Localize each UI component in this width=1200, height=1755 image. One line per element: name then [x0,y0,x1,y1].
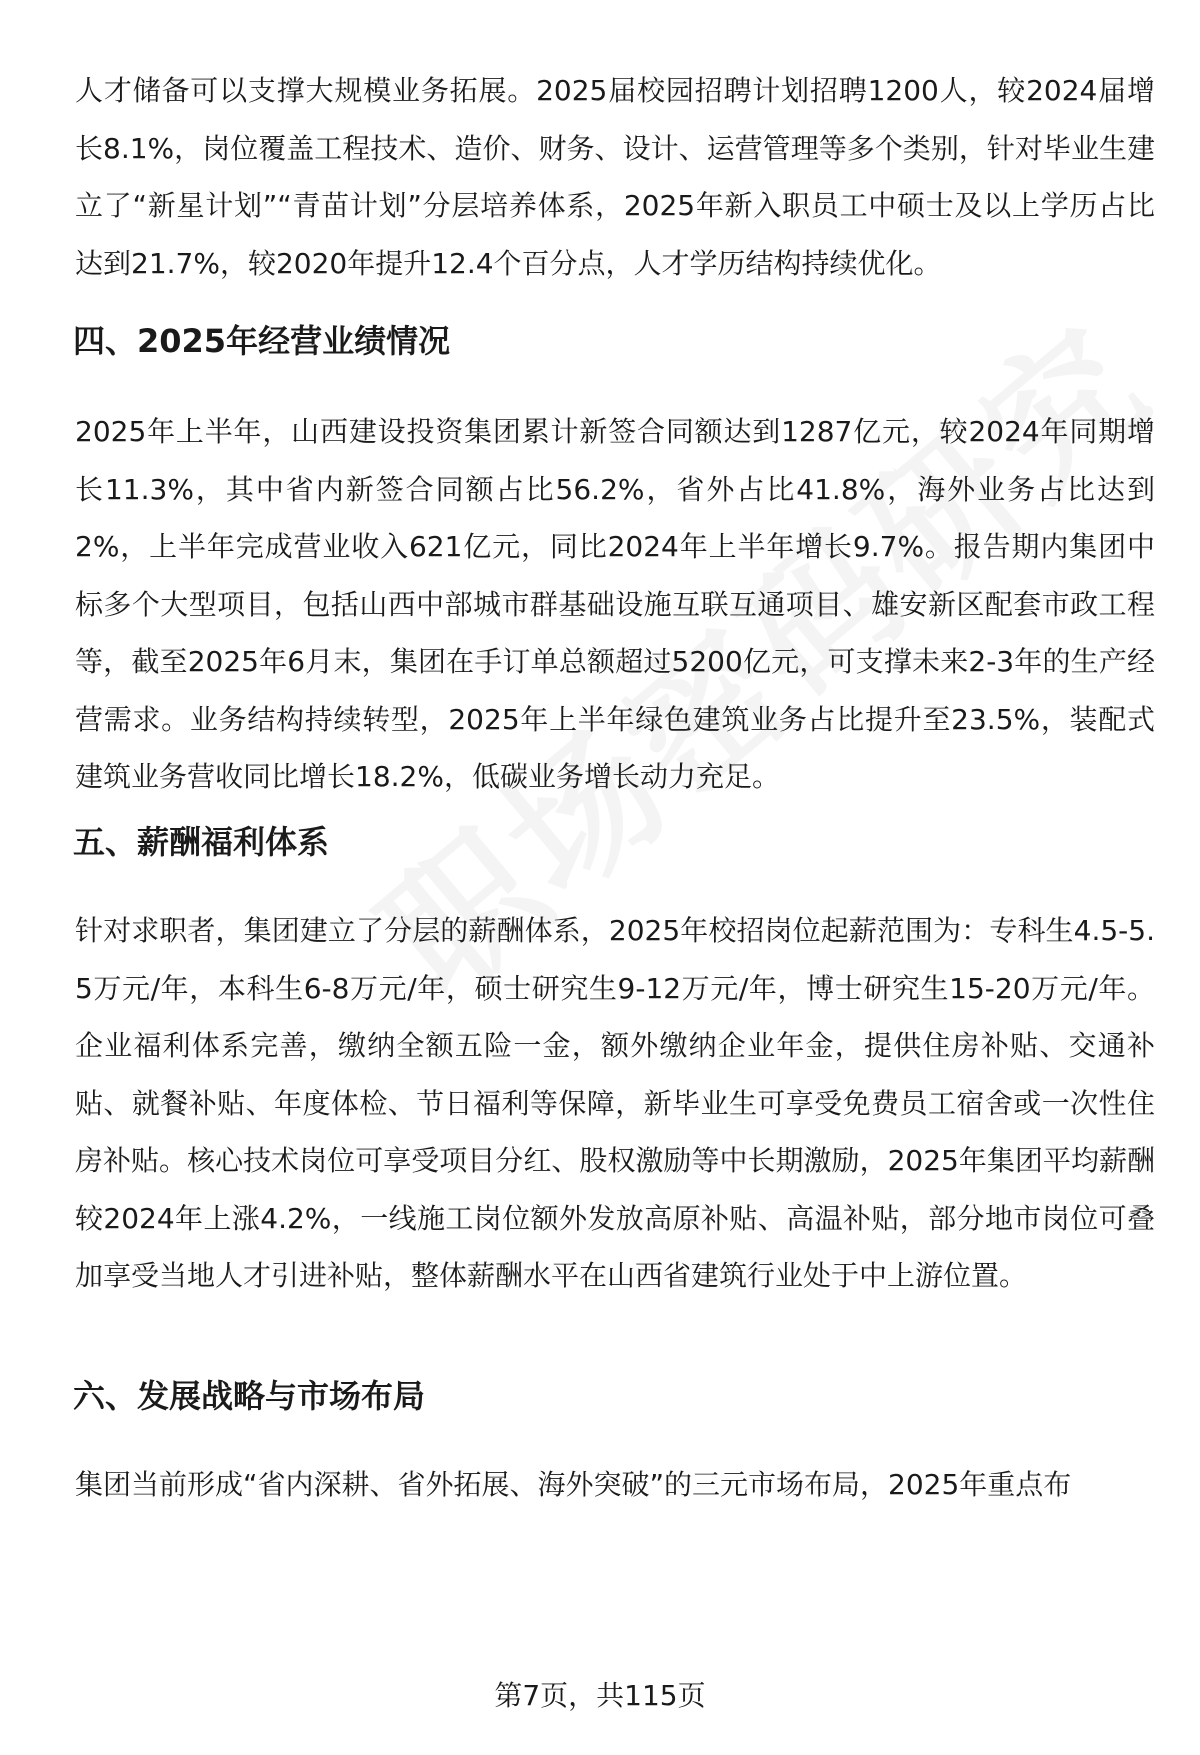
page-footer: 第7页，共115页 [494,1679,706,1712]
section-heading-performance: 四、2025年经营业绩情况 [73,322,451,360]
section-heading-strategy: 六、发展战略与市场布局 [73,1377,426,1415]
paragraph-performance: 2025年上半年，山西建设投资集团累计新签合同额达到1287亿元，较2024年同期增长11.3%，其中省内新签合同额占比56.2%，省外占比41.8%，海外业务占比达到2%，上半年完成营业收入621亿元，同比2024年上半年增长9.7%。报告期内集团中标多个大型项目，包括山西中部城市群基础设施互联互通项目、雄安新区配套市政工程等，截至2025年6月末，集团在手订单总额超过5200亿元，可支撑未来2-3年的生产经营需求。业务结构持续转型，2025年上半年绿色建筑业务占比提升至23.5%，装配式建筑业务营收同比增长18.2%，低碳业务增长动力充足。 [75,415,1155,793]
section-heading-compensation: 五、薪酬福利体系 [73,823,330,861]
paragraph-talent-reserve: 人才储备可以支撑大规模业务拓展。2025届校园招聘计划招聘1200人，较2024届增长8.1%，岗位覆盖工程技术、造价、财务、设计、运营管理等多个类别，针对毕业生建立了“新星计划”“青苗计划”分层培养体系，2025年新入职员工中硕士及以上学历占比达到21.7%，较2020年提升12.4个百分点，人才学历结构持续优化。 [75,74,1155,280]
paragraph-strategy: 集团当前形成“省内深耕、省外拓展、海外突破”的三元市场布局，2025年重点布 [75,1468,1072,1501]
paragraph-compensation: 针对求职者，集团建立了分层的薪酬体系，2025年校招岗位起薪范围为：专科生4.5-5.5万元/年，本科生6-8万元/年，硕士研究生9-12万元/年，博士研究生15-20万元/年。企业福利体系完善，缴纳全额五险一金，额外缴纳企业年金，提供住房补贴、交通补贴、就餐补贴、年度体检、节日福利等保障，新毕业生可享受免费员工宿舍或一次性住房补贴。核心技术岗位可享受项目分红、股权激励等中长期激励，2025年集团平均薪酬较2024年上涨4.2%，一线施工岗位额外发放高原补贴、高温补贴，部分地市岗位可叠加享受当地人才引进补贴，整体薪酬水平在山西省建筑行业处于中上游位置。 [75,914,1155,1292]
